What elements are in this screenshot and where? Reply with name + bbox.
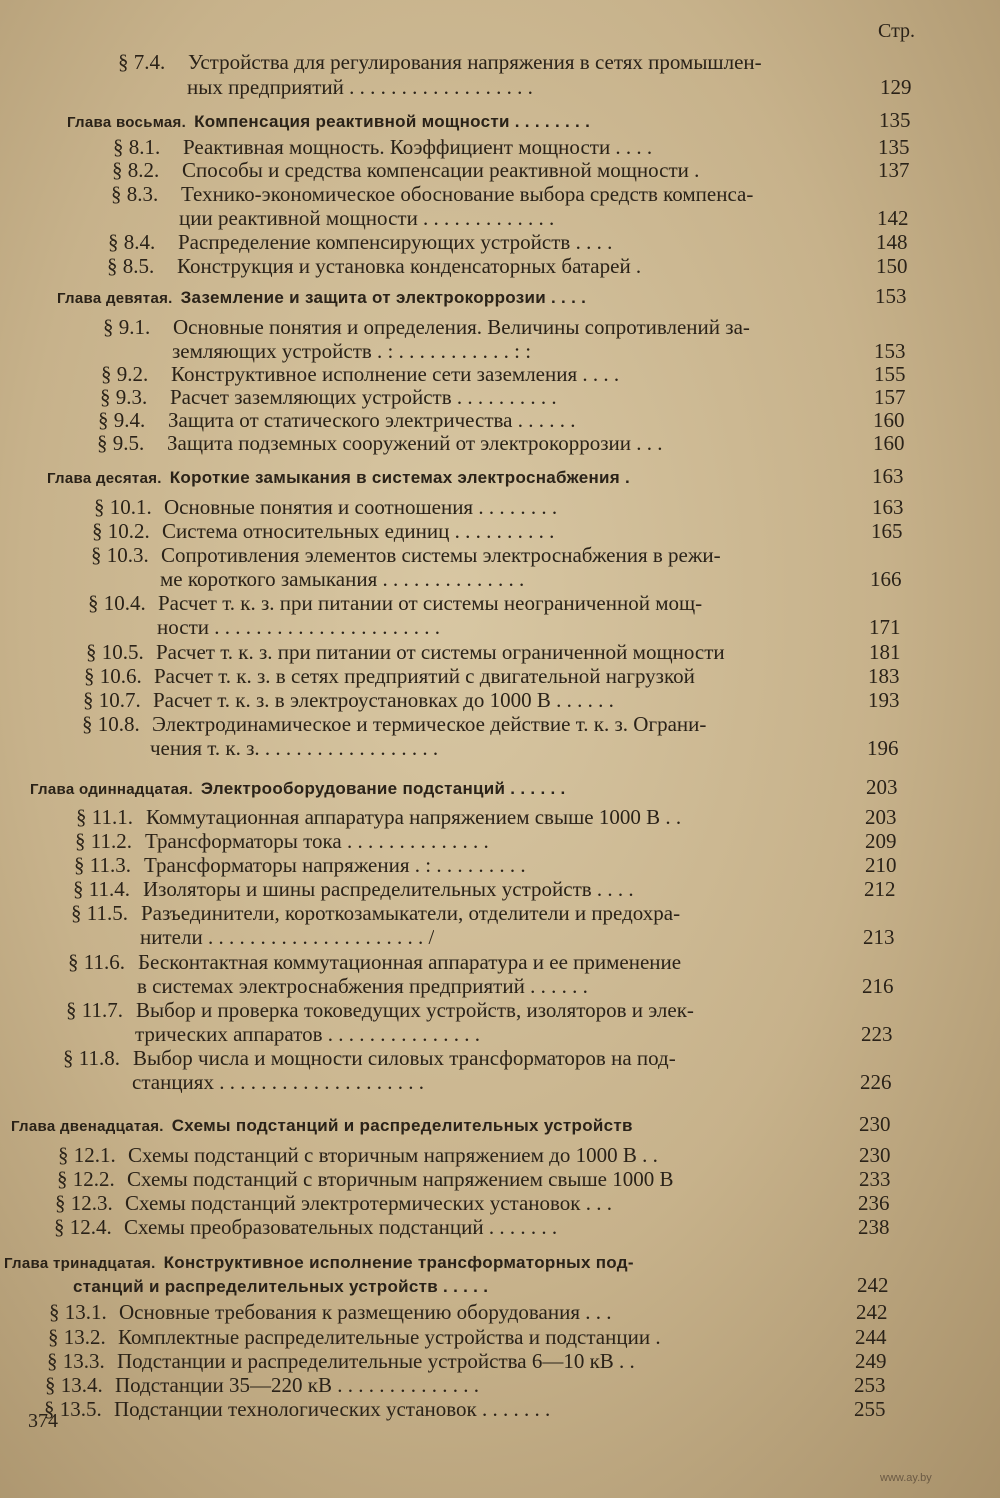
toc-entry (54, 1215, 557, 1239)
page-number: 203 (866, 775, 898, 799)
page-number: 238 (858, 1215, 890, 1239)
toc-entry (157, 615, 440, 639)
section-number: § 11.8. (63, 1046, 120, 1070)
entry-title: Разъединители, короткозамыкатели, отделители и предохра- (141, 901, 681, 925)
page-number: 196 (867, 736, 899, 760)
entry-title: Система относительных единиц . . . . . . . . . . (162, 519, 555, 543)
toc-entry (132, 1070, 424, 1094)
section-number: § 9.1. (103, 315, 151, 339)
section-number: § 13.1. (49, 1300, 107, 1324)
entry-title: Расчет т. к. з. при питании от системы неограниченной мощ- (158, 591, 703, 615)
section-number: § 11.6. (68, 950, 125, 974)
toc-entry (71, 901, 680, 925)
toc-entry (137, 974, 588, 998)
page-number: 171 (869, 615, 901, 639)
entry-title: Реактивная мощность. Коэффициент мощности . . . . (183, 135, 653, 159)
entry-title: ме короткого замыкания . . . . . . . . . . . . . . (160, 567, 525, 591)
toc-entry (75, 829, 489, 853)
toc-entry (103, 315, 750, 339)
entry-title: в системах электроснабжения предприятий . . . . . . (137, 974, 588, 998)
page-number: 233 (859, 1167, 891, 1191)
entry-title: Конструктивное исполнение трансформаторных под- (163, 1253, 634, 1272)
section-number: § 13.5. (44, 1397, 102, 1421)
toc-entry (113, 135, 652, 159)
section-number: § 10.4. (88, 591, 146, 615)
entry-title: станциях . . . . . . . . . . . . . . . . . . . . (132, 1070, 424, 1094)
entry-title: земляющих устройств . : . . . . . . . . . . . : : (172, 339, 532, 363)
page-number: 212 (864, 877, 896, 901)
entry-title: Трансформаторы напряжения . : . . . . . . . . . (144, 853, 526, 877)
chapter-label: Глава девятая. (57, 290, 173, 307)
entry-title: Коммутационная аппаратура напряжением свыше 1000 В . . (146, 805, 682, 829)
page-number: 236 (858, 1191, 890, 1215)
toc-entry (47, 1349, 635, 1373)
entry-title: Схемы подстанций с вторичным напряжением до 1000 В . . (128, 1143, 658, 1167)
chapter-heading (30, 777, 566, 802)
toc-entry (57, 1167, 674, 1191)
entry-title: Конструктивное исполнение сети заземления . . . . (171, 362, 620, 386)
toc-entry (101, 362, 619, 386)
section-number: § 11.5. (71, 901, 128, 925)
section-number: § 13.4. (45, 1373, 103, 1397)
page-number: 148 (876, 230, 908, 254)
toc-entry (112, 158, 699, 182)
toc-entry (86, 640, 725, 664)
entry-title: Устройства для регулирования напряжения в сетях промышлен- (188, 50, 762, 74)
toc-entry (100, 385, 557, 409)
entry-title: чения т. к. з. . . . . . . . . . . . . . . . . . (150, 736, 439, 760)
section-number: § 13.2. (48, 1325, 106, 1349)
toc-entry (160, 567, 524, 591)
entry-title: Основные требования к размещению оборудования . . . (119, 1300, 612, 1324)
entry-title: Технико-экономическое обоснование выбора средств компенса- (181, 182, 754, 206)
page-number: 242 (857, 1273, 889, 1297)
section-number: § 8.4. (108, 230, 156, 254)
section-number: § 12.1. (58, 1143, 116, 1167)
chapter-label: Глава восьмая. (67, 114, 187, 131)
watermark: www.ay.by (880, 1472, 932, 1484)
entry-title: Защита от статического электричества . . . . . . (168, 408, 576, 432)
section-number: § 8.1. (113, 135, 161, 159)
page-number: 153 (875, 284, 907, 308)
page-number: 160 (873, 431, 905, 455)
toc-entry (55, 1191, 612, 1215)
page-number: 150 (876, 254, 908, 278)
page-folio: 374 (28, 1410, 58, 1432)
page-number: 155 (874, 362, 906, 386)
page-number: 135 (879, 108, 911, 132)
toc-entry (91, 543, 721, 567)
page-number: 165 (871, 519, 903, 543)
page-number: 142 (877, 206, 909, 230)
entry-title: Схемы подстанций электротермических установок . . . (125, 1191, 612, 1215)
page-number: 226 (860, 1070, 892, 1094)
section-number: § 9.5. (97, 431, 145, 455)
toc-entry (88, 591, 702, 615)
toc-entry (135, 1022, 480, 1046)
page-number: 255 (854, 1397, 886, 1421)
entry-title: Выбор числа и мощности силовых трансформаторов на под- (133, 1046, 676, 1070)
toc-entry (94, 495, 557, 519)
entry-title: Компенсация реактивной мощности . . . . . . . . (194, 112, 591, 131)
entry-title: ных предприятий . . . . . . . . . . . . . . . . . . (187, 75, 533, 99)
section-number: § 10.7. (83, 688, 141, 712)
entry-title: Расчет т. к. з. в сетях предприятий с двигательной нагрузкой (154, 664, 695, 688)
chapter-label: Глава тринадцатая. (4, 1255, 156, 1272)
chapter-heading (47, 466, 630, 491)
toc-entry (107, 254, 641, 278)
chapter-heading (73, 1275, 488, 1299)
entry-title: Защита подземных сооружений от электрокоррозии . . . (167, 431, 663, 455)
toc-entry (45, 1373, 479, 1397)
section-number: § 10.6. (84, 664, 142, 688)
toc-entry (179, 206, 554, 230)
entry-title: трических аппаратов . . . . . . . . . . . . . . . (135, 1022, 481, 1046)
section-number: § 11.4. (73, 877, 130, 901)
section-number: § 11.3. (74, 853, 131, 877)
page-number: 163 (872, 464, 904, 488)
section-number: § 10.5. (86, 640, 144, 664)
chapter-label: Глава двенадцатая. (11, 1118, 164, 1135)
chapter-heading (4, 1251, 634, 1276)
toc-entry (73, 877, 634, 901)
entry-title: Комплектные распределительные устройства и подстанции . (118, 1325, 661, 1349)
entry-title: Расчет т. к. з. при питании от системы ограниченной мощности (156, 640, 725, 664)
entry-title: нители . . . . . . . . . . . . . . . . . . . . . / (140, 925, 435, 949)
section-number: § 12.2. (57, 1167, 115, 1191)
page-number: 223 (861, 1022, 893, 1046)
entry-title: ции реактивной мощности . . . . . . . . . . . . . (179, 206, 555, 230)
chapter-heading (67, 110, 590, 135)
section-number: § 12.3. (55, 1191, 113, 1215)
toc-entry (84, 664, 695, 688)
toc-entry (82, 712, 706, 736)
section-number: § 12.4. (54, 1215, 112, 1239)
page-number: 163 (872, 495, 904, 519)
page-number: 160 (873, 408, 905, 432)
toc-entry (97, 431, 662, 455)
toc-entry (172, 339, 531, 363)
toc-entry (150, 736, 438, 760)
entry-title: Заземление и защита от электрокоррозии . . . . (180, 288, 587, 307)
page-number: 244 (855, 1325, 887, 1349)
entry-title: Основные понятия и определения. Величины сопротивлений за- (173, 315, 750, 339)
toc-entry (74, 853, 526, 877)
page-number: 216 (862, 974, 894, 998)
entry-title: Конструкция и установка конденсаторных батарей . (177, 254, 642, 278)
section-number: § 7.4. (118, 50, 166, 74)
page-number: 242 (856, 1300, 888, 1324)
entry-title: Электрооборудование подстанций . . . . . . (200, 779, 566, 798)
toc-entry (187, 75, 533, 99)
entry-title: Подстанции технологических установок . . . . . . . (114, 1397, 551, 1421)
entry-title: Схемы преобразовательных подстанций . . . . . . . (124, 1215, 558, 1239)
toc-entry (44, 1397, 550, 1421)
section-number: § 9.2. (101, 362, 149, 386)
toc-entry (140, 925, 434, 949)
page-number: 129 (880, 75, 912, 99)
entry-title: Изоляторы и шины распределительных устройств . . . . (143, 877, 634, 901)
page-number: 230 (859, 1143, 891, 1167)
toc-entry (48, 1325, 661, 1349)
entry-title: Расчет т. к. з. в электроустановках до 1000 В . . . . . . (153, 688, 614, 712)
page-number: 153 (874, 339, 906, 363)
section-number: § 9.3. (100, 385, 148, 409)
toc-entry (98, 408, 575, 432)
page-number: 203 (865, 805, 897, 829)
entry-title: Схемы подстанций и распределительных устройств (171, 1116, 633, 1135)
entry-title: Основные понятия и соотношения . . . . . . . . (164, 495, 558, 519)
entry-title: Подстанции 35—220 кВ . . . . . . . . . . . . . . (115, 1373, 479, 1397)
toc-entry (118, 50, 762, 74)
page-number: 213 (863, 925, 895, 949)
entry-title: Электродинамическое и термическое действие т. к. з. Ограни- (152, 712, 707, 736)
toc-entry (49, 1300, 612, 1324)
chapter-label: Глава одиннадцатая. (30, 781, 193, 798)
page-number: 183 (868, 664, 900, 688)
toc-entry (58, 1143, 658, 1167)
page-number: 135 (878, 135, 910, 159)
toc-entry (66, 998, 694, 1022)
page-number: 166 (870, 567, 902, 591)
section-number: § 10.2. (92, 519, 150, 543)
section-number: § 8.5. (107, 254, 155, 278)
entry-title: ности . . . . . . . . . . . . . . . . . . . . . . (157, 615, 440, 639)
section-number: § 11.1. (76, 805, 133, 829)
chapter-label: Глава десятая. (47, 470, 162, 487)
page-number: 249 (855, 1349, 887, 1373)
entry-title: Бесконтактная коммутационная аппаратура и ее применение (138, 950, 682, 974)
page-column-label: Стр. (878, 20, 916, 42)
page-number: 209 (865, 829, 897, 853)
entry-title: Расчет заземляющих устройств . . . . . . . . . . (170, 385, 557, 409)
page-number: 193 (868, 688, 900, 712)
entry-title: Выбор и проверка токоведущих устройств, изоляторов и элек- (136, 998, 694, 1022)
entry-title: Схемы подстанций с вторичным напряжением свыше 1000 В (127, 1167, 674, 1191)
page-number: 230 (859, 1112, 891, 1136)
chapter-heading (11, 1114, 633, 1139)
entry-title: Способы и средства компенсации реактивной мощности . (182, 158, 700, 182)
entry-title: Трансформаторы тока . . . . . . . . . . . . . . (145, 829, 489, 853)
section-number: § 10.8. (82, 712, 140, 736)
page-number: 210 (865, 853, 897, 877)
entry-title: Короткие замыкания в системах электроснабжения . (169, 468, 631, 487)
page-number: 137 (878, 158, 910, 182)
page-number: 253 (854, 1373, 886, 1397)
toc-entry (76, 805, 681, 829)
section-number: § 11.2. (75, 829, 132, 853)
toc-entry (68, 950, 681, 974)
toc-entry (108, 230, 612, 254)
entry-title: Подстанции и распределительные устройства 6—10 кВ . . (117, 1349, 635, 1373)
toc-entry (83, 688, 614, 712)
section-number: § 11.7. (66, 998, 123, 1022)
page-number: 181 (869, 640, 901, 664)
section-number: § 8.3. (111, 182, 159, 206)
entry-title: Сопротивления элементов системы электроснабжения в режи- (161, 543, 721, 567)
entry-title: станций и распределительных устройств . . . . . (73, 1277, 489, 1296)
section-number: § 10.3. (91, 543, 149, 567)
page-number: 157 (874, 385, 906, 409)
section-number: § 10.1. (94, 495, 152, 519)
chapter-heading (57, 286, 586, 311)
toc-entry (111, 182, 753, 206)
toc-entry (92, 519, 554, 543)
section-number: § 9.4. (98, 408, 146, 432)
toc-entry (63, 1046, 676, 1070)
entry-title: Распределение компенсирующих устройств . . . . (178, 230, 613, 254)
section-number: § 8.2. (112, 158, 160, 182)
section-number: § 13.3. (47, 1349, 105, 1373)
